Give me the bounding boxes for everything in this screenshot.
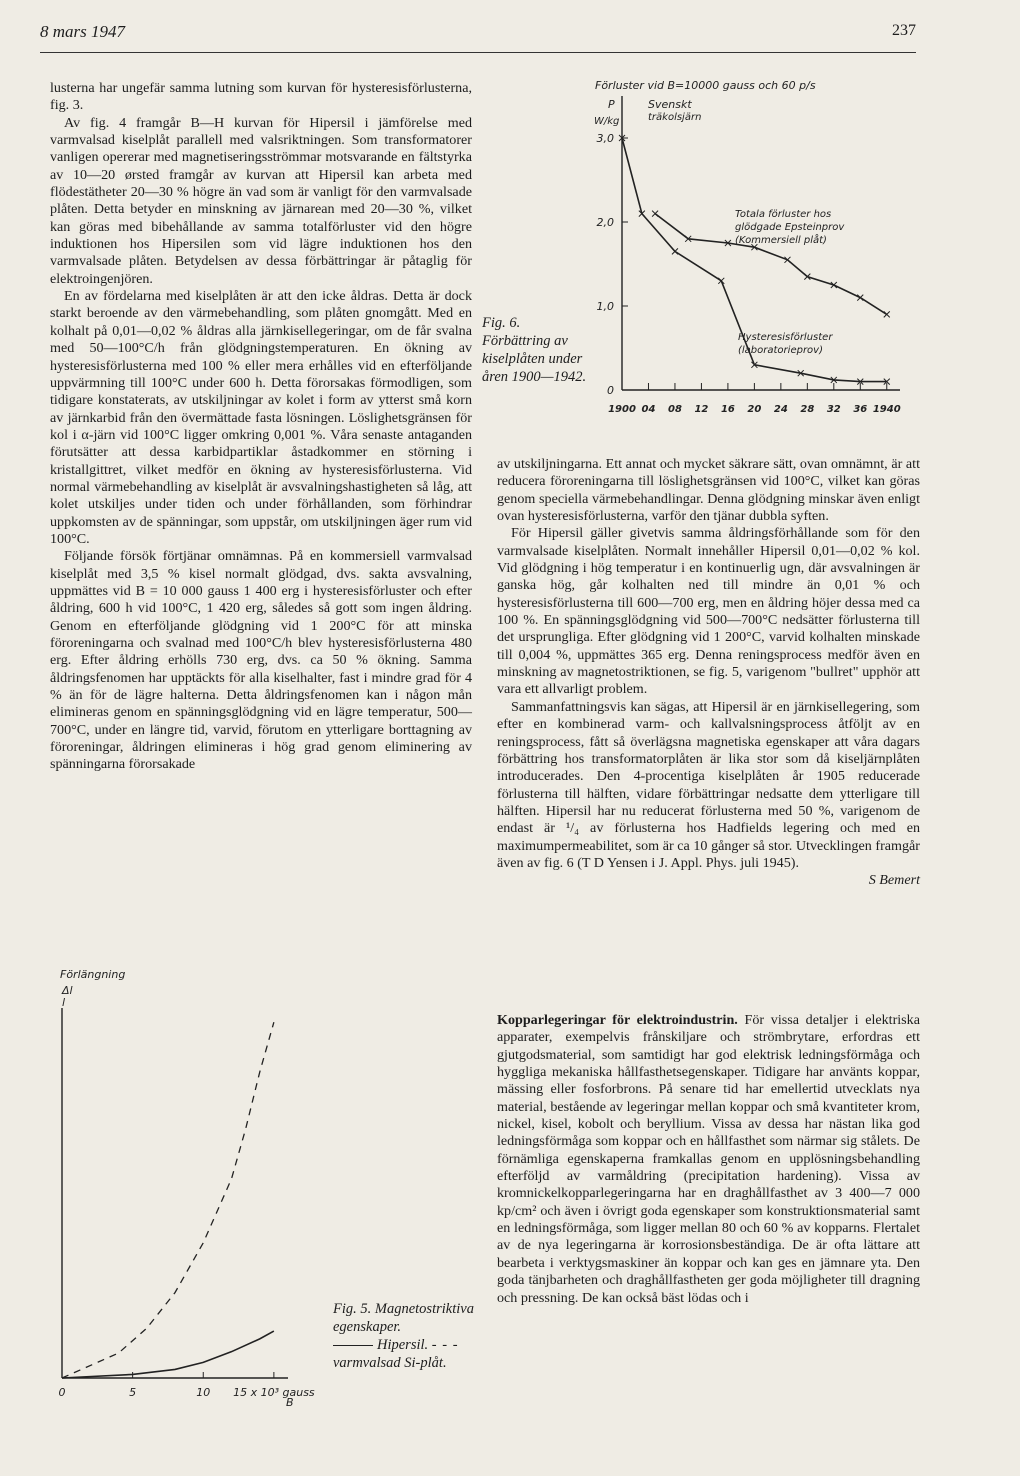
fig6-y-tick-label: 2,0 bbox=[596, 216, 614, 229]
section-text: För vissa detaljer i elektriska apparater, exempelvis frånskiljare och strömbrytare, erfordras ett gjutgodsmaterial, som samtidigt har god elektrisk ledningsförmåga och hyggliga mekaniska hållfasthetsegenskaper. Tidigare har använts koppar, mässing eller fosforbrons. På senare tid har emellertid utvecklats nya material, bestående av legeringar mellan koppar och små kvantiteter krom, nickel, kisel, kobolt och beryllium. Vissa av dessa har nästan lika god ledningsförmåga som koppar och en hållfasthet som närmar sig stålets. De förnämliga egenskaperna framkallas genom en upplösningsbehandling efterföljd av varmåldring (precipitation hardening). Vissa av kromnickelkopparlegeringarna har en draghållfasthet av 3 400—7 000 kp/cm² och även i övrigt goda egenskaper som konstruktionsmaterial samt en ledningsförmåga, som ligger mellan 80 och 60 % av kopparns. Flertalet av de nya legeringarna är korrosionsbeständiga. De är ofta lättare att bearbeta i verktygsmaskiner än koppar och kan ges en jämnare yta. Den goda tänjbarheten och draghållfastheten ger goda möjligheter till dragning och pressning. De kan också bäst lödas och i bbox=[497, 1012, 920, 1306]
fig5-x-tick-label: 10 bbox=[196, 1386, 211, 1399]
left-column bbox=[50, 80, 472, 774]
fig6-ylabel-unit: W/kg bbox=[594, 116, 620, 127]
paragraph: För Hipersil gäller givetvis samma åldringsförhållande som för den varmvalsade kiselplåten. Normalt innehåller Hipersil 0,01—0,02 % kol. Vid glödgning i hög temperatur i en kontinuerlig ugn, där avsvalningen är ganska hög, går kolhalten ned till mindre än 0,01 % och hysteresisförlusterna till 600—700 erg, men en åldring höjer dessa med ca 100 %. En spänningsglödgning vid 500—700°C nedsätter förlusterna till det ursprungliga. Efter glödgning vid 1 200°C, varvid kolhalten minskade till 0,004 %, uppmättes 365 erg. Denna reningsprocess medför även en minskning av magnetostriktionen, se fig. 5, varigenom "bullret" upphör att vara ett allvarligt problem. bbox=[497, 525, 920, 698]
fig6-x-tick-label: 24 bbox=[773, 404, 788, 415]
fig6-label-total-2: glödgade Epsteinprov bbox=[735, 222, 845, 233]
paragraph: Av fig. 4 framgår B—H kurvan för Hipersil i jämförelse med varmvalsad kiselplåt parallell med valsriktningen. Som transformatorer vanligen opererar med magnetiseringsströmmar motsvarande en fältstyrka av 10—20 ørsted framgår av kurvan att Hipersil kan arbeta med flödestätheter 20—30 % högre än vad som är vanligt för den varmvalsade plåten. Detta betyder en minskning av järnarean med 20—30 %, vilket kan göras med bibehållande av samma totalförluster vid den högre induktionen hos Hipersilen som vid lägre induktionen hos den varmvalsade plåten. Betydelsen av dessa förbättringar är påtaglig för elektroingenjören. bbox=[50, 114, 472, 287]
fig6-y-tick-label: 3,0 bbox=[596, 132, 614, 145]
fig6-label-total-3: (Kommersiell plåt) bbox=[735, 235, 827, 246]
fig6-y-tick-label: 1,0 bbox=[596, 300, 614, 313]
paragraph: Följande försök förtjänar omnämnas. På en kommersiell varmvalsad kiselplåt med 3,5 % kisel normalt glödgad, dvs. sakta avsvalning, uppmättes vid B = 10 000 gauss 1 400 erg i hysteresisförluster och efter åldring, 600 h vid 100°C, 1 420 erg, således så gott som ingen åldring. Genom en efterföljande glödgning vid 1 200°C för att minska föroreningarna och svalnad med 100°C/h blev hysteresisförlusterna 480 erg. Efter åldring erhölls 730 erg, dvs. ca 50 % ökning. Samma åldringsfenomen har upptäckts för alla kiselhalter, fast i mindre grad för 4 % än för de lägre halterna. Detta åldringsfenomen kan i någon mån elimineras genom en spänningsglödgning vid en lägre temperatur, 500—700°C, under en längre tid, varvid, förutom en ytterligare borttagning av föroreningar, åldringen elimineras i hög grad genom eliminering av spänningarna förorsakade bbox=[50, 548, 472, 773]
fig5-series-varmvalsad bbox=[62, 1022, 274, 1378]
fig6-x-tick-label: 04 bbox=[641, 404, 656, 415]
fig5-xlabel: B bbox=[286, 1396, 294, 1409]
fig6-x-tick-label: 36 bbox=[853, 404, 868, 415]
fig6-label-hyst-2: (laboratorieprov) bbox=[738, 345, 823, 356]
signature: S Bemert bbox=[868, 872, 920, 889]
fig6-x-tick-label: 12 bbox=[694, 404, 709, 415]
right-column bbox=[497, 456, 920, 890]
fig6-data-point bbox=[857, 295, 863, 301]
fig6-label-trakolsjarn: träkolsjärn bbox=[648, 112, 702, 123]
fig5-chart bbox=[40, 960, 330, 1410]
fig6-x-tick-label: 1900 bbox=[608, 404, 636, 415]
fig6-x-tick-label: 16 bbox=[720, 404, 735, 415]
page-number: 237 bbox=[892, 22, 916, 39]
fig6-ylabel-p: P bbox=[608, 98, 615, 111]
fig5-x-tick-label: 15 x 10³ gauss bbox=[233, 1386, 315, 1399]
fig5-ylabel-1: Förlängning bbox=[60, 968, 126, 981]
fig6-y-tick-label: 0 bbox=[607, 384, 614, 397]
section-kopparlegeringar bbox=[497, 1012, 920, 1307]
fig5-series-hipersil bbox=[62, 1331, 274, 1378]
fig6-data-point bbox=[884, 311, 890, 317]
fig6-title: Förluster vid B=10000 gauss och 60 p/s bbox=[595, 79, 816, 92]
fig5-ylabel-2: Δl bbox=[62, 984, 73, 997]
fig5-x-tick-label: 5 bbox=[129, 1386, 137, 1399]
fig5-legend-hipersil: Hipersil. - - - bbox=[333, 1336, 483, 1354]
header-rule bbox=[40, 52, 916, 53]
fig5-legend-varm: varmvalsad Si-plåt. bbox=[333, 1355, 447, 1371]
fig5-x-tick-label: 0 bbox=[58, 1386, 66, 1399]
fig6-x-tick-label: 1940 bbox=[872, 404, 901, 415]
paragraph: Sammanfattningsvis kan sägas, att Hipersil är en järnkisellegering, som efter en kombinerad varm- och kallvalsningsprocess åtföljt av en reningsprocess, fått så överlägsna magnetiska egenskaper att våra dagars förbättring hos transformatorplåten är lika stor som då kiseljärnplåten introducerades. Den 4-procentiga kiselplåten år 1905 reducerade förlusterna till hälften, vidare förbättringar nedsatte dem ytterligare till hälften. Hipersil har nu reducerat förlusterna med 50 %, varigenom de endast är ¹/₄ av förlusterna hos Hadfields legering och med en maximumpermeabilitet, som är ca 10 gånger så stor. Utvecklingen framgår även av fig. 6 (T D Yensen i J. Appl. Phys. juli 1945). bbox=[497, 698, 920, 871]
fig6-data-point bbox=[652, 211, 658, 217]
paragraph: lusterna har ungefär samma lutning som kurvan för hysteresisförlusterna, fig. 3. bbox=[50, 80, 472, 114]
fig5-caption bbox=[333, 1300, 483, 1372]
fig6-label-svenskt: Svenskt bbox=[648, 98, 692, 111]
fig6-data-point bbox=[672, 248, 678, 254]
fig6-chart bbox=[590, 74, 920, 424]
paragraph: En av fördelarna med kiselplåten är att den icke åldras. Detta är dock starkt beroende av den värmebehandling, som plåten gnomgått. Med en kolhalt på 0,01—0,02 % åldras alla järnkisellegeringar, om de får svalna med 50—100°C/h från glödgningstemperaturen. En ökning av hysteresisförlusterna med 100 % eller mera erhålles vid en efterföljande uppvärmning till 100°C under 600 h. Detta förorsakas förmodligen, som tidigare konstaterats, av utskiljningar av kolet i form av ytterst små korn av järnkarbid från den övermättade fasta lösningen. Löslighetsgränsen för kol i α-järn vid 100°C ligger omkring 0,001 %. Våra senaste antaganden förutsätter att dessa karbidpartiklar åstadkommer en störning i kristallgittret, vilket medför en ökning av hysteresisförlusterna. Vid normal värmebehandling av kiselplåt är avsvalningshastigheten så låg, att kolet utskiljes under tiden och under förhållanden, som förhindrar uppkomsten av de spänningar, som uppstår, om utskiljningen äger rum vid 100°C. bbox=[50, 288, 472, 547]
fig5-ylabel-3: l bbox=[62, 996, 66, 1009]
fig5-caption-title: Fig. 5. Magnetostriktiva egenskaper. bbox=[333, 1301, 474, 1335]
header-date: 8 mars 1947 bbox=[40, 22, 126, 41]
fig6-x-tick-label: 08 bbox=[667, 404, 682, 415]
paragraph: av utskiljningarna. Ett annat och mycket säkrare sätt, ovan omnämnt, är att reducera föroreningarna till löslighetsgränsen vid 100°C, vilket kan göras genom speciella värmebehandlingar. Denna glödgning minskar även enligt ovan hysteresisförlusterna, varför den tjänar dubbla syften. bbox=[497, 456, 920, 525]
fig6-label-total-1: Totala förluster hos bbox=[735, 209, 832, 220]
fig6-x-tick-label: 28 bbox=[800, 404, 815, 415]
fig6-caption: Fig. 6. Förbättring av kiselplåten under åren 1900—1942. bbox=[482, 315, 587, 385]
section-heading: Kopparlegeringar för elektroindustrin. bbox=[497, 1012, 738, 1028]
fig6-label-hyst-1: Hysteresisförluster bbox=[738, 332, 833, 343]
fig6-x-tick-label: 20 bbox=[747, 404, 762, 415]
fig6-x-tick-label: 32 bbox=[826, 404, 841, 415]
